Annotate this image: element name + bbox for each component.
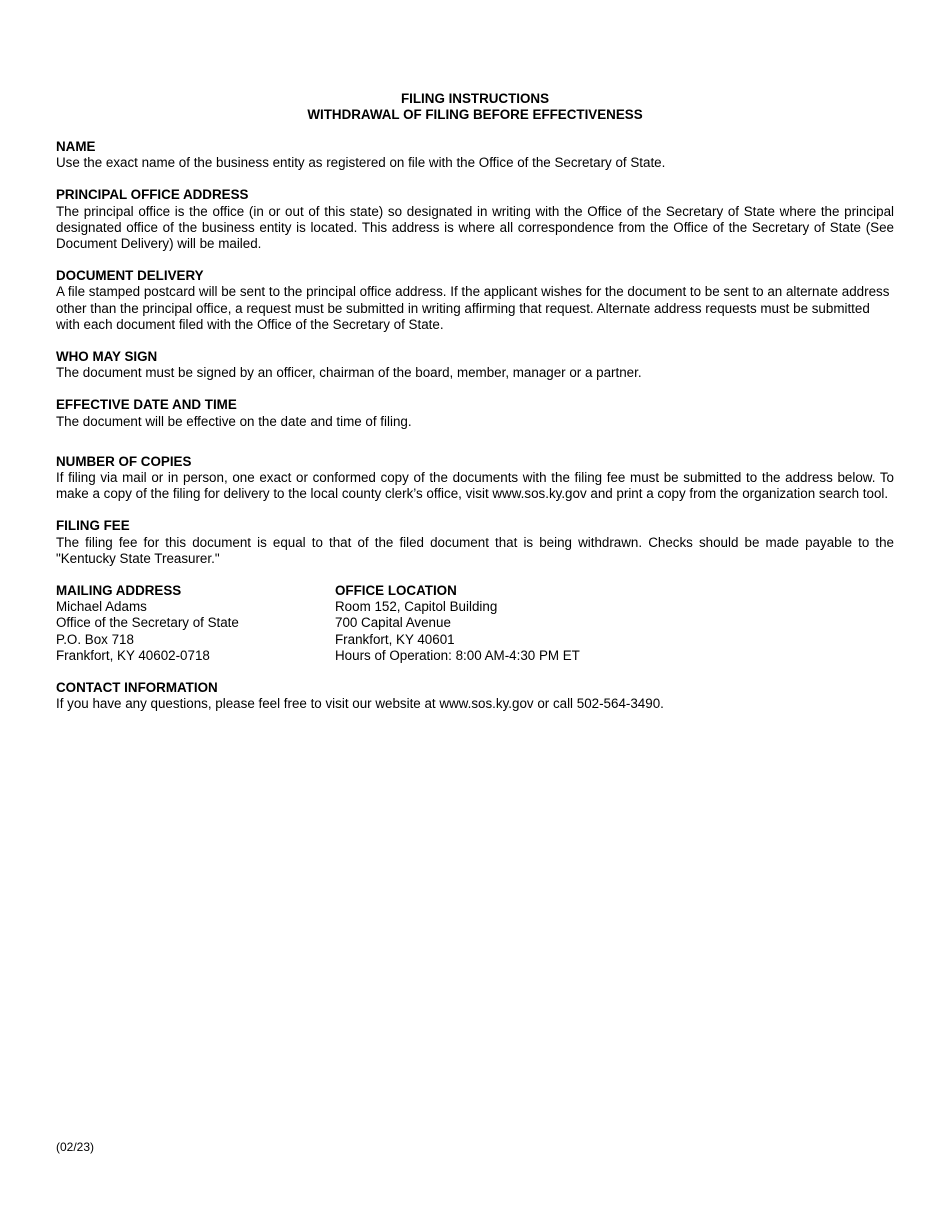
section-body: The document will be effective on the date and time of filing. — [56, 413, 412, 429]
mailing-address-heading: MAILING ADDRESS — [56, 583, 182, 599]
section-body: If you have any questions, please feel free to visit our website at www.sos.ky.gov or call 502-564-3490. — [56, 696, 664, 712]
section-heading: NAME — [56, 139, 96, 154]
section-body: The filing fee for this document is equal to that of the filed document that is being withdrawn. Checks should be made payable to the "Kentucky State Treasurer." — [56, 534, 894, 566]
section-body: The document must be signed by an officer, chairman of the board, member, manager or a partner. — [56, 365, 642, 381]
mailing-address-line: Michael Adams — [56, 599, 147, 615]
mailing-address-line: Frankfort, KY 40602-0718 — [56, 647, 210, 663]
office-location-heading: OFFICE LOCATION — [335, 583, 457, 599]
section-effective-date — [56, 397, 894, 429]
section-number-of-copies — [56, 454, 894, 503]
section-body: Use the exact name of the business entity as registered on file with the Office of the Secretary of State. — [56, 155, 666, 171]
title-line-2: WITHDRAWAL OF FILING BEFORE EFFECTIVENESS — [307, 107, 643, 122]
section-contact — [56, 680, 894, 712]
mailing-address-line: P.O. Box 718 — [56, 631, 134, 647]
section-who-may-sign — [56, 349, 894, 381]
section-heading: PRINCIPAL OFFICE ADDRESS — [56, 187, 249, 203]
section-filing-fee — [56, 518, 894, 567]
section-heading: FILING FEE — [56, 518, 130, 534]
section-heading: CONTACT INFORMATION — [56, 680, 218, 696]
document-page — [56, 91, 894, 728]
office-location — [335, 583, 580, 664]
revision-date: (02/23) — [56, 1140, 95, 1154]
mailing-address — [56, 583, 335, 664]
section-name — [56, 139, 894, 171]
office-location-line: Hours of Operation: 8:00 AM-4:30 PM ET — [335, 647, 580, 663]
section-heading: DOCUMENT DELIVERY — [56, 268, 204, 284]
office-location-line: 700 Capital Avenue — [335, 615, 451, 631]
mailing-address-line: Office of the Secretary of State — [56, 615, 239, 631]
office-location-line: Room 152, Capitol Building — [335, 599, 498, 615]
section-document-delivery — [56, 268, 894, 333]
section-heading: EFFECTIVE DATE AND TIME — [56, 397, 237, 413]
title-line-1: FILING INSTRUCTIONS — [400, 91, 550, 106]
section-heading: WHO MAY SIGN — [56, 349, 158, 365]
section-heading: NUMBER OF COPIES — [56, 453, 192, 469]
section-body: A file stamped postcard will be sent to the principal office address. If the applicant wishes for the document to be sent to an alternate address other than the principal office, a request must be submitted in writing affirming that request. Alternate address requests must be submitted with each document filed with the Office of the Secretary of State. — [56, 284, 890, 332]
office-location-line: Frankfort, KY 40601 — [335, 631, 455, 647]
section-body: If filing via mail or in person, one exact or conformed copy of the documents with the filing fee must be submitted to the address below. To make a copy of the filing for delivery to the local county clerk’s office, visit www.sos.ky.gov and print a copy from the organization search tool. — [56, 470, 894, 502]
document-title — [56, 91, 894, 123]
address-block — [56, 583, 894, 664]
section-body: The principal office is the office (in or out of this state) so designated in writing with the Office of the Secretary of State where the principal designated office of the business entity is located. This address is where all correspondence from the Office of the Secretary of State (See Document Delivery) will be mailed. — [56, 203, 894, 252]
section-principal-office — [56, 187, 894, 252]
